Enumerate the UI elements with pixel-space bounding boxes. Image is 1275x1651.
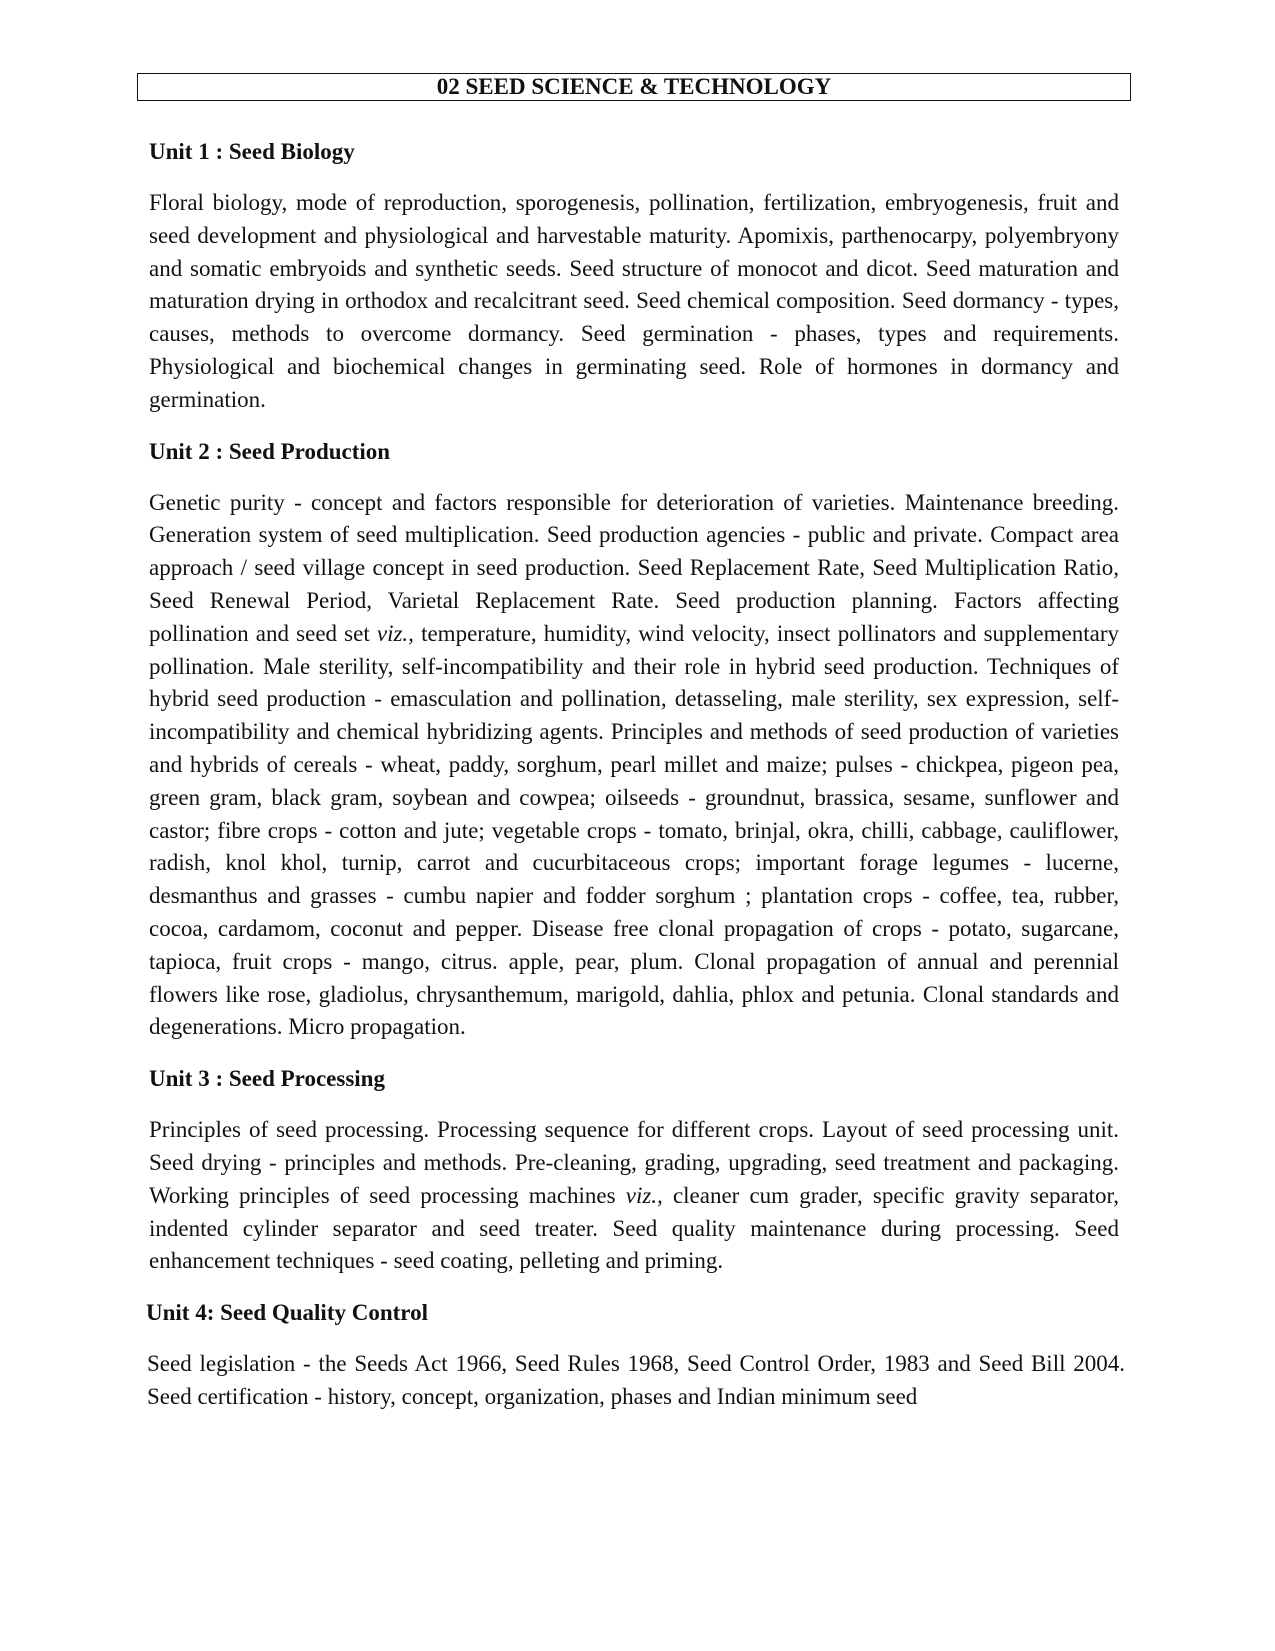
document-title: 02 SEED SCIENCE & TECHNOLOGY xyxy=(137,73,1131,101)
unit-1-heading: Unit 1 : Seed Biology xyxy=(149,139,355,164)
unit-2-body xyxy=(149,487,1119,1045)
unit-1-body: Floral biology, mode of reproduction, sporogenesis, pollination, fertilization, embryogenesis, fruit and seed development and physiological and harvestable maturity. Apomixis, parthenocarpy, polyembryony and somatic embryoids and synthetic seeds. Seed structure of monocot and dicot. Seed maturation and maturation drying in orthodox and recalcitrant seed. Seed chemical composition. Seed dormancy - types, causes, methods to overcome dormancy. Seed germination - phases, types and requirements. Physiological and biochemical changes in germinating seed. Role of hormones in dormancy and germination. xyxy=(149,190,1119,412)
unit-4-body: Seed legislation - the Seeds Act 1966, Seed Rules 1968, Seed Control Order, 1983 and Seed Bill 2004. Seed certification - history, concept, organization, phases and Indian minimum seed xyxy=(147,1351,1125,1409)
unit-4-heading: Unit 4: Seed Quality Control xyxy=(146,1300,428,1326)
unit-2-body-part-2: temperature, humidity, wind velocity, insect pollinators and supplementary pollination. Male sterility, self-incompatibility and their role in hybrid seed production. Techniques of hybrid seed production - emasculation and pollination, detasseling, male sterility, sex expression, self-incompatibility and chemical hybridizing agents. Principles and methods of seed production of varieties and hybrids of cereals - wheat, paddy, sorghum, pearl millet and maize; pulses - chickpea, pigeon pea, green gram, black gram, soybean and cowpea; oilseeds - groundnut, brassica, sesame, sunflower and castor; fibre crops - cotton and jute; vegetable crops - tomato, brinjal, okra, chilli, cabbage, cauliflower, radish, knol khol, turnip, carrot and cucurbitaceous crops; important forage legumes - lucerne, desmanthus and grasses - cumbu napier and fodder sorghum ; plantation crops - coffee, tea, rubber, cocoa, cardamom, coconut and pepper. Disease free clonal propagation of crops - potato, sugarcane, tapioca, fruit crops - mango, citrus. apple, pear, plum. Clonal propagation of annual and perennial flowers like rose, gladiolus, chrysanthemum, marigold, dahlia, phlox and petunia. Clonal standards and degenerations. Micro propagation. xyxy=(149,620,1119,1040)
unit-3-body-italic: viz., xyxy=(625,1182,663,1208)
unit-3-body xyxy=(149,1114,1119,1278)
unit-3-body-part-2: cleaner cum grader, specific gravity separator, indented cylinder separator and seed treater. Seed quality maintenance during processing. Seed enhancement techniques - seed coating, pelleting and priming. xyxy=(149,1182,1119,1274)
unit-2-heading: Unit 2 : Seed Production xyxy=(149,438,391,464)
unit-2-body-italic: viz., xyxy=(376,620,414,646)
unit-2-body-part-1: Genetic purity - concept and factors responsible for deterioration of varieties. Maintenance breeding. Generation system of seed multiplication. Seed production agencies - public and private. Compact area approach / seed village concept in seed production. Seed Replacement Rate, Seed Multiplication Ratio, Seed Renewal Period, Varietal Replacement Rate. Seed production planning. Factors affecting pollination and seed set xyxy=(149,489,1119,646)
document-content xyxy=(146,136,1125,1414)
unit-3-body-part-1: Principles of seed processing. Processing sequence for different crops. Layout of seed processing unit. Seed drying - principles and methods. Pre-cleaning, grading, upgrading, seed treatment and packaging. Working principles of seed processing machines xyxy=(149,1117,1119,1208)
unit-3-heading: Unit 3 : Seed Processing xyxy=(149,1066,385,1092)
